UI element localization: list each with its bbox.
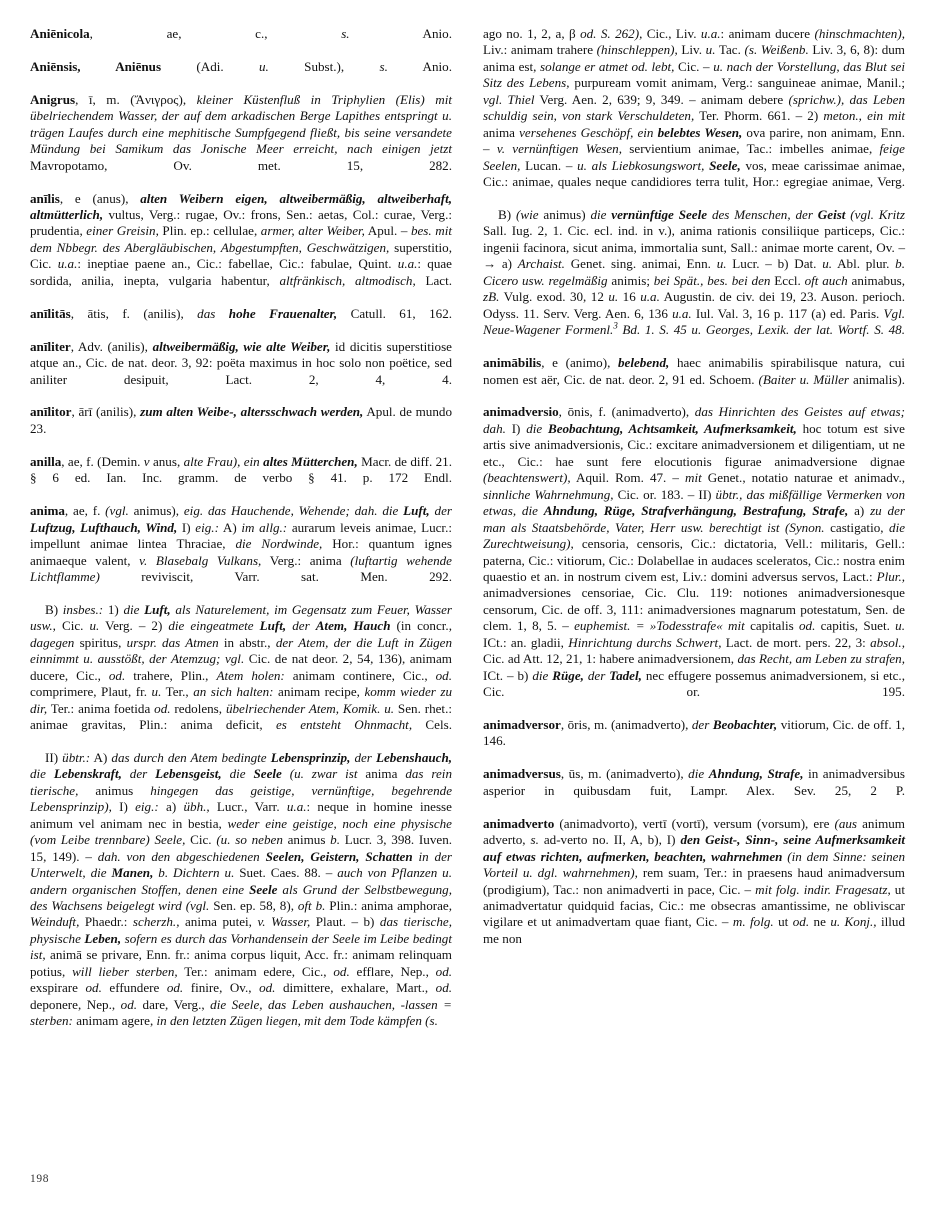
dictionary-entry: animadversio, ōnis, f. (animadverto), das Hinrichten des Geistes auf etwas; dah. I) die Beobachtung, Achtsamkeit, Aufmerksamkeit, hoc totum est sive artis sive animadversionis, Cic.: excitare animadversionem et diligentiam, ut ne etc., Cic.: hae sunt fere elocutionis figurae animadversione dignae (beachtenswert), Aquil. Rom. 47. – mit Genet., notatio naturae et animadv., sinnliche Wahrnehmung, Cic. or. 183. – II) übtr., das mißfällige Vermerken von etwas, die Ahndung, Rüge, Strafverhängung, Bestrafung, Strafe, a) zu der man als Staatsbehörde, Vater, Herr usw. berechtigt ist (Synon. castigatio, die Zurechtweisung), censoria, censoris, Cic.: dictatoria, Vell.: militaris, Gell.: paterna, Cic.: vitiorum, Cic.: Dolabellae in audaces sceleratos, Cic.: nostra enim quaestio et an. in nostrum civem est, Liv.: domini adversus servos, Lact.: Plur., animadversiones censoriae, Cic. Clu. 119: notiones animadversionesque censorum, Cic. de off. 3, 111: animadversiones magnarum potestatum, Sen. de clem. 1, 8, 5. – euphemist. = »Todesstrafe« mit capitalis od. capitis, Suet. u. ICt.: an. gladii, Hinrichtung durchs Schwert, Lact. de mort. pers. 22, 3: absol., Cic. ad Att. 12, 21, 1: habere animadversionem, das Recht, am Leben zu strafen, ICt. – b) die Rüge, der Tadel, nec effugere possemus animadversionem, si etc., Cic. or. 195. (483, 404, 906, 700)
dictionary-entry: animadversus, ūs, m. (animadverto), die Ahndung, Strafe, in animadversibus asperior in quibusdam fuit, Lampr. Alex. Sev. 25, 2 P. (483, 766, 905, 798)
dictionary-entry: anilla, ae, f. (Demin. v anus, alte Frau), ein altes Mütterchen, Macr. de diff. 21. § 6 ed. Ian. Inc. gramm. de verbo § 41. p. 172 Endl. (30, 453, 452, 486)
dictionary-entry: anīlis, e (anus), alten Weibern eigen, altweibermäßig, altweiberhaft, altmütterlich, vultus, Verg.: rugae, Ov.: frons, Sen.: aetas, Col.: curae, Verg.: prudentia, einer Greisin, Plin. ep.: cellulae, armer, alter Weiber, Apul. – bes. mit dem Nbbegr. des Abergläubischen, Abgestumpften, Geschwätzigen, superstitio, Cic. u.a.: ineptiae paene an., Cic.: fabellae, Cic.: fabulae, Quint. u.a.: quae sordida, anilia, inepta, vulgaria habentur, altfränkisch, altmodisch, Lact. (30, 190, 452, 288)
dictionary-paragraph: B) insbes.: 1) die Luft, als Naturelement, im Gegensatz zum Feuer, Wasser usw., Cic. u. Verg. – 2) die eingeatmete Luft, der Atem, Hauch (in concr., dagegen spiritus, urspr. das Atmen in abstr., der Atem, der die Luft in Zügen einnimmt u. ausstößt, der Atemzug; vgl. Cic. de nat deor. 2, 54, 136), animam ducere, Cic., od. trahere, Plin., Atem holen: animam continere, Cic., od. comprimere, Plaut, fr. u. Ter., an sich halten: animam recipe, komm wieder zu dir, Ter.: anima foetida od. redolens, übelriechender Atem, Komik. u. Sen. rhet.: animae gravitas, Plin.: anima deficit, es entsteht Ohnmacht, Cels. (30, 601, 453, 733)
dictionary-entry: anīliter, Adv. (anilis), altweibermäßig, wie alte Weiber, id dicitis superstitiose atque an., Cic. de nat. deor. 3, 92: poëta maximus in hoc solo non poëtice, sed aniliter desipuit, Lact. 2, 4, 4. (30, 338, 452, 387)
dictionary-entry: animābilis, e (animo), belebend, haec animabilis spirabilisque natura, cui nomen est aër, Cic. de nat. deor. 2, 91 ed. Schoem. (Baiter u. Müller animalis). (483, 355, 906, 387)
dictionary-entry: Aniēnsis, Aniēnus (Adi. u. Subst.), s. Anio. (30, 58, 452, 74)
two-column-text-body (30, 26, 905, 1151)
dictionary-entry: Anigrus, ī, m. (Ἄνιγρος), kleiner Küstenfluß in Triphylien (Elis) mit übelriechendem Wasser, der auf dem arkadischen Berge Lapithes entspringt u. trägen Laufes durch eine mephitische Sumpfgegend fließt, bis seine versandete Mündung bei Samikum das Jonische Meer erreicht, nach einigen jetzt Mavropotamo, Ov. met. 15, 282. (30, 91, 452, 173)
left-text-column (30, 26, 452, 1030)
dictionary-entry: animadverto (animadvorto), vertī (vortī), versum (vorsum), ere (aus animum adverto, s. ad-verto no. II, A, b), I) den Geist-, Sinn-, seine Aufmerksamkeit auf etwas richten, aufmerken, beachten, wahrnehmen (in dem Sinne: seinen Vorteil u. dgl. wahrnehmen), rem suam, Ter.: in praesens haud animadversum (prodigium), Tac.: non animadverti in pace, Cic. – mit folg. indir. Fragesatz, ut animadvertatur quidquid facias, Cic.: me obsecras amantissime, ne obliviscar vigilare et ut animadvertam quae fiant, Cic. – m. folg. ut od. ne u. Konj., illud me non (483, 815, 906, 946)
dictionary-paragraph: II) übtr.: A) das durch den Atem bedingte Lebensprinzip, der Lebenshauch, die Lebenskraft, der Lebensgeist, die Seele (u. zwar ist anima das rein tierische, animus hingegen das geistige, vernünftige, begehrende Lebensprinzip), I) eig.: a) übh., Lucr., Varr. u.a.: neque in homine inesse animum vel animam nec in bestia, weder eine geistige, noch eine physische (vom Leibe trennbare) Seele, Cic. (u. so neben animus b. Lucr. 3, 398. Iuven. 15, 149). – dah. von den abgeschiedenen Seelen, Geistern, Schatten in der Unterwelt, die Manen, b. Dichtern u. Suet. Caes. 88. – auch von Pflanzen u. andern organischen Stoffen, denen eine Seele als Grund der Selbstbewegung, des Wachsens beigelegt wird (vgl. Sen. ep. 58, 8), oft b. Plin.: anima amphorae, Weinduft, Phaedr.: scherzh., anima putei, v. Wasser, Plaut. – b) das tierische, physische Leben, sofern es durch das Vorhandensein der Seele im Leibe bedingt ist, animā se privare, Enn. fr.: anima corpus liquit, Acc. fr.: animam relinquam potius, will lieber sterben, Ter.: animam edere, Cic., od. efflare, Nep., od. exspirare od. effundere od. finire, Ov., od. dimittere, exhalare, Mart., od. deponere, Nep., od. dare, Verg., die Seele, das Leben aushauchen, -lassen = sterben: animam agere, in den letzten Zügen liegen, mit dem Tode kämpfen (s. (30, 749, 453, 1029)
dictionary-paragraph: B) (wie animus) die vernünftige Seele des Menschen, der Geist (vgl. Kritz Sall. Iug. 2, 1. Cic. ecl. ind. in v.), anima rationis consiliique particeps, Cic.: ingenii facinora, sicut anima, immortalia sunt, Sall.: animae morte carent, Ov. – → a) Archaist. Genet. sing. animai, Enn. u. Lucr. – b) Dat. u. Abl. plur. b. Cicero usw. regelmäßig animis; bei Spät., bes. bei den Eccl. oft auch animabus, zB. Vulg. exod. 30, 12 u. 16 u.a. Augustin. de civ. dei 19, 23. Auson. perioch. Odyss. 11. Serv. Verg. Aen. 6, 136 u.a. Iul. Val. 3, 16 p. 117 (a) ed. Paris. Vgl. Neue-Wagener Formenl.$^3$ Bd. 1. S. 45 u. Georges, Lexik. der lat. Wortf. S. 48. (483, 206, 906, 338)
dictionary-entry: Aniēnicola, ae, c., s. Anio. (30, 26, 452, 41)
right-text-column (483, 26, 905, 947)
dictionary-entry: anīlitās, ātis, f. (anilis), das hohe Frauenalter, Catull. 61, 162. (30, 305, 453, 321)
page-number: 198 (30, 1173, 50, 1185)
dictionary-paragraph: ago no. 1, 2, a, β od. S. 262), Cic., Liv. u.a.: animam ducere (hinschmachten), Liv.: animam trahere (hinschleppen), Liv. u. Tac. (s. Weißenb. Liv. 3, 6, 8): dum anima est, solange er atmet od. lebt, Cic. – u. nach der Vorstellung, das Blut sei Sitz des Lebens, purpuream vomit animam, Verg.: sanguineae animae, Manil.; vgl. Thiel Verg. Aen. 2, 639; 9, 349. – animam debere (sprichw.), das Leben schuldig sein, von stark Verschuldeten, Ter. Phorm. 661. – 2) meton., ein mit anima versehenes Geschöpf, ein belebtes Wesen, ova parire, non animam, Enn. – v. vernünftigen Wesen, servientium animae, Tac.: imbelles animae, feige Seelen, Lucan. – u. als Liebkosungswort, Seele, vos, meae carissimae animae, Cic.: animae, quales neque candidiores terra tulit, Hor.: egregiae animae, Verg. (483, 26, 906, 190)
dictionary-entry: animadversor, ōris, m. (animadverto), der Beobachter, vitiorum, Cic. de off. 1, 146. (483, 717, 905, 749)
dictionary-entry: anima, ae, f. (vgl. animus), eig. das Hauchende, Wehende; dah. die Luft, der Luftzug, Lufthauch, Wind, I) eig.: A) im allg.: aurarum leveis animae, Lucr.: impellunt animae lintea Thraciae, die Nordwinde, Hor.: quantum ignes animaeque valent, v. Blasebalg Vulkans, Verg.: anima (luftartig wehende Lichtflamme) reviviscit, Varr. sat. Men. 292. (30, 503, 452, 584)
dictionary-entry: anīlitor, ārī (anilis), zum alten Weibe-, altersschwach werden, Apul. de mundo 23. (30, 404, 452, 436)
